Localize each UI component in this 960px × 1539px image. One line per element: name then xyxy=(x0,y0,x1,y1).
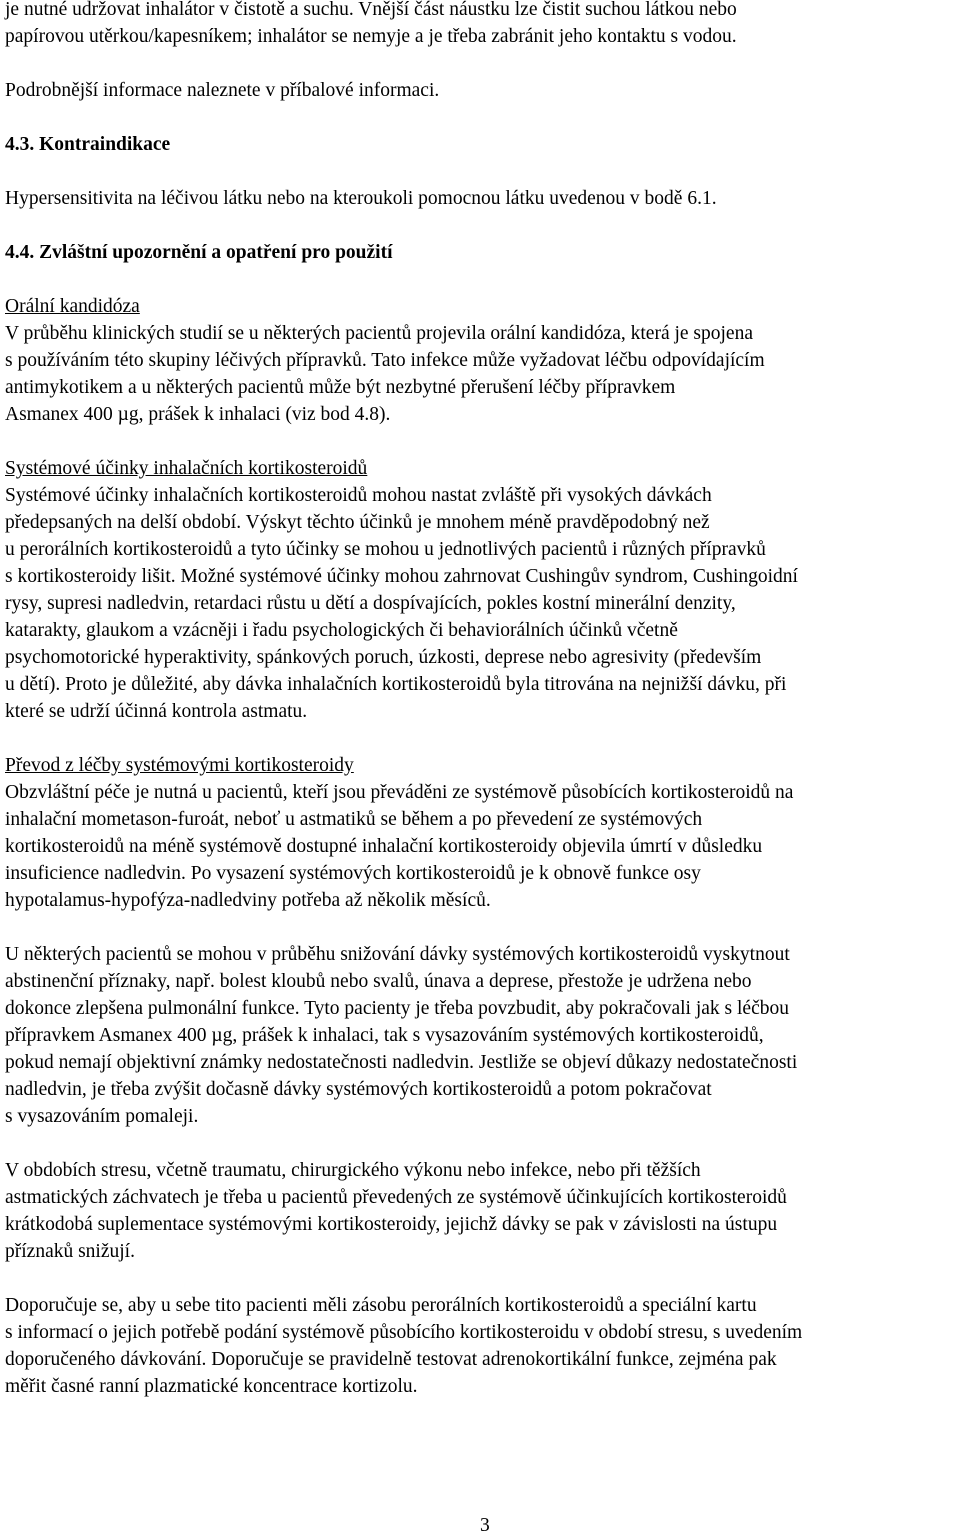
text-line: antimykotikem a u některých pacientů může být nezbytné přerušení léčby přípravkem xyxy=(5,377,676,398)
subsection-title: Převod z léčby systémovými kortikosteroidy xyxy=(5,755,354,776)
subsection-title: Orální kandidóza xyxy=(5,296,140,317)
text-line: krátkodobá suplementace systémovými kortikosteroidy, jejichž dávky se pak v závislosti na ústupu xyxy=(5,1214,778,1235)
text-line: Asmanex 400 µg, prášek k inhalaci (viz bod 4.8). xyxy=(5,404,391,425)
text-line: doporučeného dávkování. Doporučuje se pravidelně testovat adrenokortikální funkce, zejména pak xyxy=(5,1349,777,1370)
text-line: V obdobích stresu, včetně traumatu, chirurgického výkonu nebo infekce, nebo při těžších xyxy=(5,1160,701,1181)
subsection-title: Systémové účinky inhalačních kortikosteroidů xyxy=(5,458,368,479)
text-line: příznaků snižují. xyxy=(5,1241,135,1262)
text-line: s vysazováním pomaleji. xyxy=(5,1106,199,1127)
text-line: s používáním této skupiny léčivých přípravků. Tato infekce může vyžadovat léčbu odpovídajícím xyxy=(5,350,765,371)
text-line: s kortikosteroidy lišit. Možné systémové účinky mohou zahrnovat Cushingův syndrom, Cushingoidní xyxy=(5,566,798,587)
section-4-4-heading: 4.4. Zvláštní upozornění a opatření pro použití xyxy=(5,242,393,263)
recommendation-paragraph xyxy=(5,1292,957,1400)
text-line: insuficience nadledvin. Po vysazení systémových kortikosteroidů je k obnově funkce osy xyxy=(5,863,701,884)
text-line: je nutné udržovat inhalátor v čistotě a suchu. Vnější část náustku lze čistit suchou látkou nebo xyxy=(5,0,737,20)
text-line: nadledvin, je třeba zvýšit dočasně dávky systémových kortikosteroidů a potom pokračovat xyxy=(5,1079,712,1100)
contraindication-paragraph xyxy=(5,185,957,212)
text-line: měřit časné ranní plazmatické koncentrace kortizolu. xyxy=(5,1376,418,1397)
text-line: inhalační mometason-furoát, neboť u astmatiků se během a po převedení ze systémových xyxy=(5,809,703,830)
intro-paragraph xyxy=(5,0,957,50)
text-line: Podrobnější informace naleznete v příbalové informaci. xyxy=(5,80,440,101)
text-line: předepsaných na delší období. Výskyt těchto účinků je mnohem méně pravděpodobný než xyxy=(5,512,710,533)
text-line: Hypersensitivita na léčivou látku nebo na kteroukoli pomocnou látku uvedenou v bodě 6.1. xyxy=(5,188,717,209)
oral-candidiasis-section xyxy=(5,293,957,428)
stress-paragraph xyxy=(5,1157,957,1265)
text-line: u perorálních kortikosteroidů a tyto účinky se mohou u jednotlivých pacientů i různých přípravků xyxy=(5,539,766,560)
transfer-section xyxy=(5,752,957,914)
text-line: rysy, supresi nadledvin, retardaci růstu u dětí a dospívajících, pokles kostní minerální denzity, xyxy=(5,593,736,614)
text-line: kortikosteroidů na méně systémově dostupné inhalační kortikosteroidy objevila úmrtí v důsledku xyxy=(5,836,763,857)
text-line: U některých pacientů se mohou v průběhu snižování dávky systémových kortikosteroidů vyskytnout xyxy=(5,944,790,965)
text-line: které se udrží účinná kontrola astmatu. xyxy=(5,701,308,722)
text-line: papírovou utěrkou/kapesníkem; inhalátor se nemyje a je třeba zabránit jeho kontaktu s vodou. xyxy=(5,26,737,47)
page-number: 3 xyxy=(480,1515,490,1536)
text-line: psychomotorické hyperaktivity, spánkových poruch, úzkosti, deprese nebo agresivity (především xyxy=(5,647,762,668)
systemic-effects-section xyxy=(5,455,957,725)
text-line: u dětí). Proto je důležité, aby dávka inhalačních kortikosteroidů byla titrována na nejnižší dávku, při xyxy=(5,674,787,695)
text-line: Obzvláštní péče je nutná u pacientů, kteří jsou převáděni ze systémově působících kortikosteroidů na xyxy=(5,782,794,803)
text-line: přípravkem Asmanex 400 µg, prášek k inhalaci, tak s vysazováním systémových kortikosteroidů, xyxy=(5,1025,764,1046)
withdrawal-paragraph xyxy=(5,941,957,1130)
text-line: hypotalamus-hypofýza-nadledviny potřeba až několik měsíců. xyxy=(5,890,491,911)
more-info-paragraph xyxy=(5,77,957,104)
text-line: Systémové účinky inhalačních kortikosteroidů mohou nastat zvláště při vysokých dávkách xyxy=(5,485,712,506)
text-line: katarakty, glaukom a vzácněji i řadu psychologických či behaviorálních účinků včetně xyxy=(5,620,678,641)
text-line: V průběhu klinických studií se u některých pacientů projevila orální kandidóza, která je spojena xyxy=(5,323,753,344)
text-line: Doporučuje se, aby u sebe tito pacienti měli zásobu perorálních kortikosteroidů a speciální kartu xyxy=(5,1295,757,1316)
text-line: pokud nemají objektivní známky nedostatečnosti nadledvin. Jestliže se objeví důkazy nedostatečnosti xyxy=(5,1052,798,1073)
text-line: dokonce zlepšena pulmonální funkce. Tyto pacienty je třeba povzbudit, aby pokračovali jak s léčbou xyxy=(5,998,789,1019)
text-line: s informací o jejich potřebě podání systémově působícího kortikosteroidu v období stresu, s uvedením xyxy=(5,1322,803,1343)
text-line: abstinenční příznaky, např. bolest kloubů nebo svalů, únava a deprese, přestože je udržena nebo xyxy=(5,971,752,992)
section-4-3-heading: 4.3. Kontraindikace xyxy=(5,134,171,155)
text-line: astmatických záchvatech je třeba u pacientů převedených ze systémově účinkujících kortikosteroidů xyxy=(5,1187,787,1208)
